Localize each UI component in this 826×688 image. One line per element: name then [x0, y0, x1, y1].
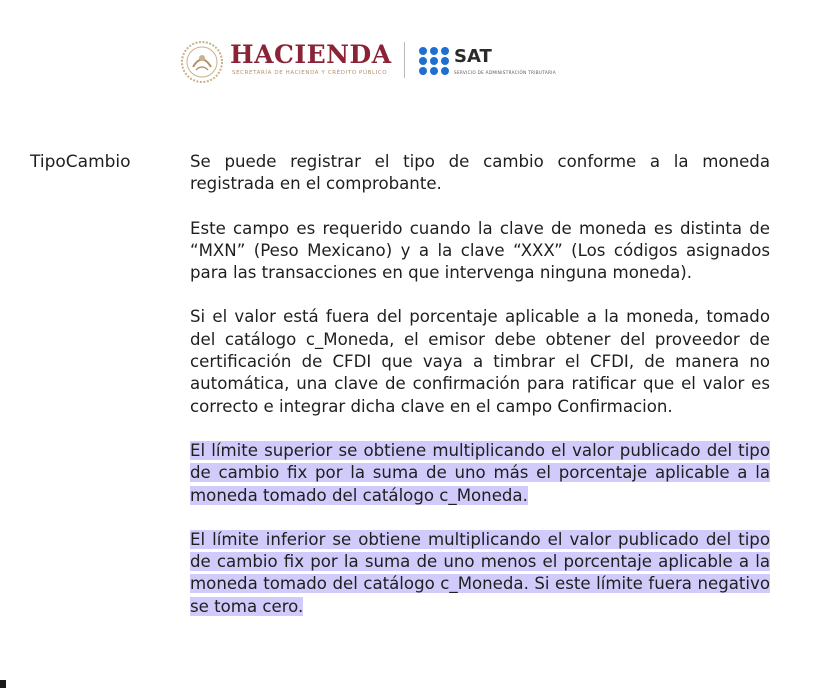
field-name-label: TipoCambio [30, 152, 131, 172]
hacienda-seal-icon [180, 40, 224, 84]
description-paragraph-1: Se puede registrar el tipo de cambio conforme a la moneda registrada en el comprobante. [190, 152, 770, 194]
description-paragraph-4[interactable]: El límite superior se obtiene multiplicando el valor publicado del tipo de cambio fix por la suma de uno más el porcentaje aplicable a la moneda tomado del catálogo c_Moneda. [190, 440, 770, 505]
sat-dots-logo-icon [418, 46, 450, 76]
sat-logo-subtitle: SERVICIO DE ADMINISTRACIÓN TRIBUTARIA [454, 70, 556, 75]
field-description [190, 151, 770, 640]
description-paragraph-2: Este campo es requerido cuando la clave de moneda es distinta de “MXN” (Peso Mexicano) y a la clave “XXX” (Los códigos asignados para las transacciones en que intervenga ninguna moneda). [190, 218, 770, 283]
page-edge-mark [0, 680, 6, 688]
description-paragraph-3: Si el valor está fuera del porcentaje aplicable a la moneda, tomado del catálogo c_Moneda, el emisor debe obtener del proveedor de certificación de CFDI que vaya a timbrar el CFDI, de manera no automática, una clave de confirmación para ratificar que el valor es correcto e integrar dicha clave en el campo Confirmacion. [190, 307, 770, 416]
sat-logo-text: SAT [454, 46, 492, 67]
description-paragraph-5[interactable]: El límite inferior se obtiene multiplicando el valor publicado del tipo de cambio fix por la suma de uno menos el porcentaje aplicable a la moneda tomado del catálogo c_Moneda. Si este límite fuera negativo se toma cero. [190, 529, 770, 616]
hacienda-logo-text: HACIENDA [230, 40, 392, 69]
logo-divider [404, 42, 405, 78]
document-header [180, 38, 580, 88]
hacienda-logo-subtitle: SECRETARÍA DE HACIENDA Y CRÉDITO PÚBLICO [232, 70, 388, 76]
